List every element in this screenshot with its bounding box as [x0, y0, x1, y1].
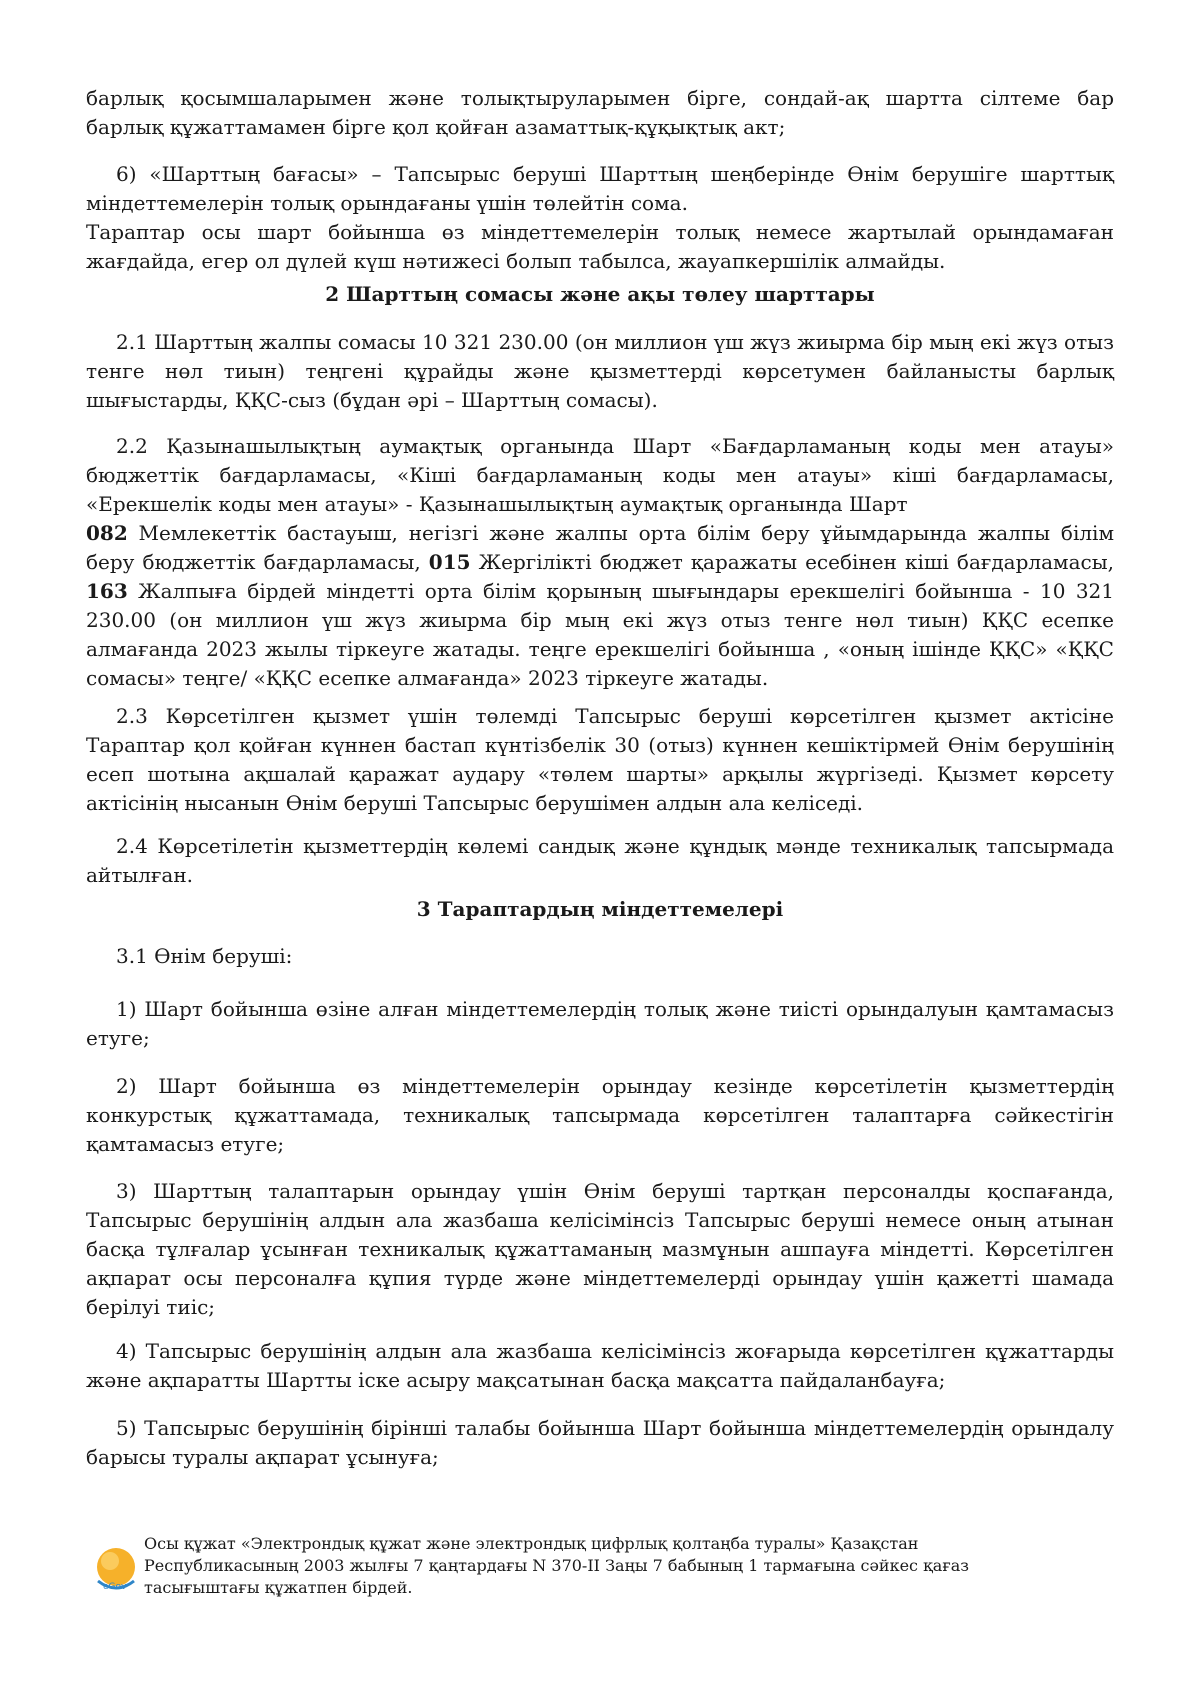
paragraph-2-4: 2.4 Көрсетілетін қызметтердің көлемі сандық және құндық мәнде техникалық тапсырмада айтылған. — [86, 834, 1114, 887]
paragraph-3-1-item-2: 2) Шарт бойынша өз міндеттемелерін орындау кезінде көрсетілетін қызметтердің конкурстық құжаттамада, техникалық тапсырмада көрсетілген талаптарға сәйкестігін қамтамасыз етуге; — [86, 1074, 1114, 1156]
paragraph-2-2-intro: 2.2 Қазынашылықтың аумақтық органында Шарт «Бағдарламаның коды мен атауы» бюджеттік бағдарламасы, «Кіші бағдарламаның коды мен атауы» кіші бағдарламасы, «Ерекшелік коды мен атауы» - Қазынашылықтың аумақтық органында Шарт — [86, 434, 1114, 516]
budget-text-163: Жалпыға бірдей міндетті орта білім қорының шығындары ерекшелігі бойынша - 10 321 230.00 (он миллион үш жүз жиырма бір мың екі жүз отыз тенге нөл тиын) ҚҚС есепке алмағанда 2023 жылы тіркеуге жатады. теңге ерекшелігі бойынша , «оның ішінде ҚҚС» «ҚҚС сомасы» теңге/ «ҚҚС есепке алмағанда» 2023 тіркеуге жатады. — [86, 579, 1114, 690]
budget-code-163: 163 — [86, 579, 128, 603]
footer-line-2: Республикасының 2003 жылғы 7 қаңтардағы N 370-II Заңы 7 бабының 1 тармағына сәйкес қағаз — [144, 1556, 969, 1575]
svg-text:eGov: eGov — [103, 1582, 127, 1592]
paragraph-3-1-item-1: 1) Шарт бойынша өзіне алған міндеттемелердің толық және тиісті орындалуын қамтамасыз етуге; — [86, 997, 1114, 1050]
budget-code-015: 015 — [428, 550, 471, 574]
paragraph-3-1-item-5: 5) Тапсырыс берушінің бірінші талабы бойынша Шарт бойынша міндеттемелердің орындалу барысы туралы ақпарат ұсынуға; — [86, 1416, 1114, 1469]
paragraph-3-1-item-3: 3) Шарттың талаптарын орындау үшін Өнім беруші тартқан персоналды қоспағанда, Тапсырыс берушінің алдын ала жазбаша келісімінсіз Тапсырыс беруші немесе оның атынан басқа тұлғалар ұсынған техникалық құжаттаманың мазмұнын ашпауға міндетті. Көрсетілген ақпарат осы персоналға құпия түрде және міндеттемелерді орындау үшін қажетті шамада берілуі тиіс; — [86, 1179, 1114, 1319]
paragraph-contract-price: 6) «Шарттың бағасы» – Тапсырыс беруші Шарттың шеңберінде Өнім берушіге шарттық міндеттемелерін толық орындағаны үшін төлейтін сома. — [86, 162, 1114, 215]
paragraph-2-1: 2.1 Шарттың жалпы сомасы 10 321 230.00 (он миллион үш жүз жиырма бір мың екі жүз отыз тенге нөл тиын) теңгені құрайды және қызметтерді көрсетумен байланысты барлық шығыстарды, ҚҚС-сыз (бұдан әрі – Шарттың сомасы). — [86, 330, 1114, 412]
section-heading-3: 3 Тараптардың міндеттемелері — [416, 897, 784, 921]
budget-code-082: 082 — [86, 521, 128, 545]
e-signature-footer — [90, 1533, 1130, 1633]
section-heading-2: 2 Шарттың сомасы және ақы төлеу шарттары — [325, 282, 875, 306]
paragraph-intro-continuation: барлық қосымшаларымен және толықтыруларымен бірге, сондай-ақ шартта сілтеме бар барлық құжаттамамен бірге қол қойған азаматтық-құқықтық акт; — [86, 86, 1114, 139]
egov-logo-icon — [90, 1545, 142, 1597]
footer-line-3: тасығыштағы құжатпен бірдей. — [144, 1578, 413, 1597]
footer-line-1: Осы құжат «Электрондық құжат және электрондық цифрлық қолтаңба туралы» Қазақстан — [144, 1534, 919, 1553]
budget-text-015: Жергілікті бюджет қаражаты есебінен кіші бағдарламасы, — [470, 550, 1114, 574]
paragraph-3-1: 3.1 Өнім беруші: — [116, 944, 293, 968]
paragraph-force-majeure: Тараптар осы шарт бойынша өз міндеттемелерін толық немесе жартылай орындамаған жағдайда, егер ол дүлей күш нәтижесі болып табылса, жауапкершілік алмайды. — [86, 220, 1114, 273]
e-signature-notice — [144, 1533, 1044, 1599]
paragraph-3-1-item-4: 4) Тапсырыс берушінің алдын ала жазбаша келісімінсіз жоғарыда көрсетілген құжаттарды және ақпаратты Шартты іске асыру мақсатынан басқа мақсатта пайдаланбауға; — [86, 1339, 1114, 1392]
paragraph-2-2 — [86, 432, 1114, 693]
budget-text-082: Мемлекеттік бастауыш, негізгі және жалпы орта білім беру ұйымдарында жалпы білім беру бюджеттік бағдарламасы, — [86, 521, 1114, 574]
paragraph-2-3: 2.3 Көрсетілген қызмет үшін төлемді Тапсырыс беруші көрсетілген қызмет актісіне Тараптар қол қойған күннен бастап күнтізбелік 30 (отыз) күннен кешіктірмей Өнім берушінің есеп шотына ақшалай қаражат аудару «төлем шарты» арқылы жүргізеді. Қызмет көрсету актісінің нысанын Өнім беруші Тапсырыс берушімен алдын ала келіседі. — [86, 704, 1114, 815]
